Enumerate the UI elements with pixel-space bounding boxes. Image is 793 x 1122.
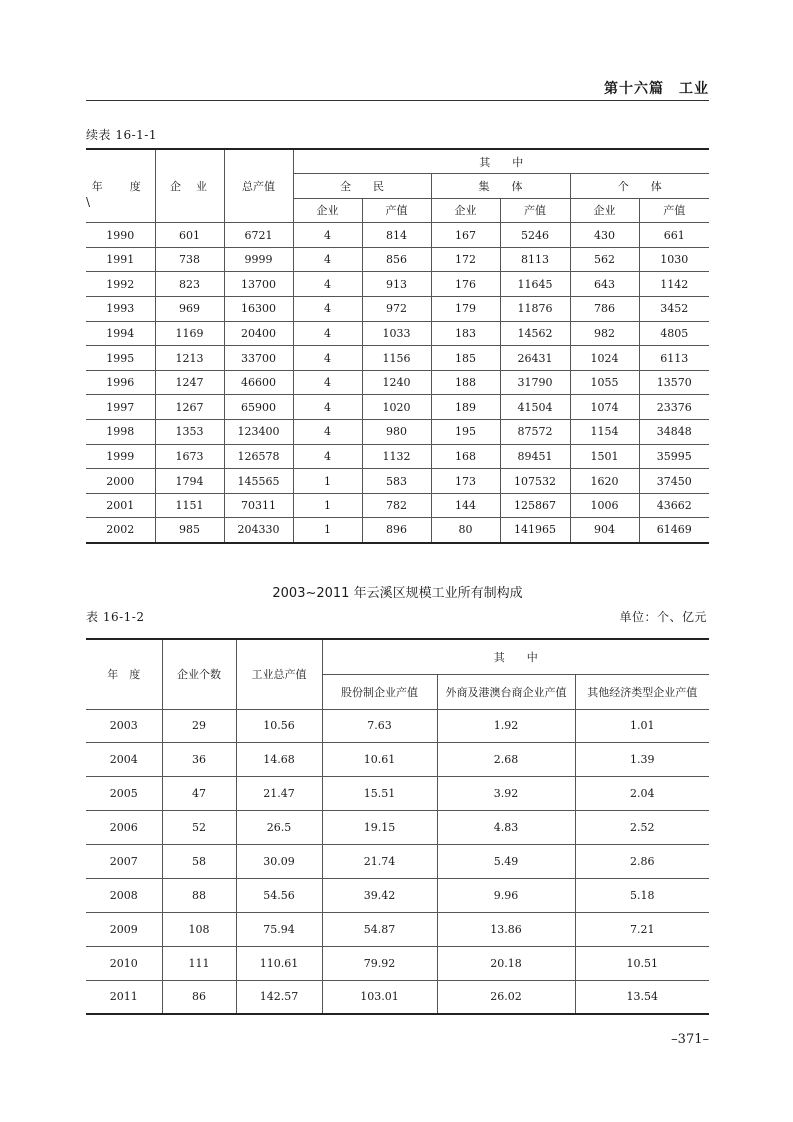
- table-cell: 1998: [86, 420, 155, 445]
- table-cell: 4: [293, 370, 362, 395]
- section-title: 第十六篇 工业: [604, 81, 709, 97]
- table-cell: 61469: [639, 518, 709, 543]
- table-cell: 4805: [639, 321, 709, 346]
- table-cell: 179: [431, 297, 500, 322]
- table-cell: 2.04: [575, 777, 709, 811]
- table-cell: 8113: [500, 247, 570, 272]
- table-row: [86, 272, 709, 297]
- table-cell: 9999: [224, 247, 293, 272]
- table-cell: 1.92: [437, 709, 575, 743]
- table-cell: 142.57: [236, 980, 322, 1014]
- table-cell: 782: [362, 493, 431, 518]
- table-row: [86, 493, 709, 518]
- table-cell: 823: [155, 272, 224, 297]
- table-row: [86, 469, 709, 494]
- table-cell: 1033: [362, 321, 431, 346]
- table-cell: 786: [570, 297, 639, 322]
- table-cell: 601: [155, 223, 224, 248]
- table-cell: 7.63: [322, 709, 437, 743]
- table-cell: 20400: [224, 321, 293, 346]
- table-cell: 11645: [500, 272, 570, 297]
- table-cell: 54.56: [236, 878, 322, 912]
- table-cell: 643: [570, 272, 639, 297]
- table-cell: 1055: [570, 370, 639, 395]
- table-row: [86, 223, 709, 248]
- table-cell: 103.01: [322, 980, 437, 1014]
- table-cell: 52: [162, 811, 236, 845]
- table-cell: 2009: [86, 912, 162, 946]
- table-cell: 1132: [362, 444, 431, 469]
- table-cell: 13.54: [575, 980, 709, 1014]
- table-row: [86, 444, 709, 469]
- header-collective: 集 体: [431, 174, 570, 199]
- table2-caption: 2003~2011 年云溪区规模工业所有制构成: [272, 586, 523, 601]
- table-cell: 13570: [639, 370, 709, 395]
- table-cell: 31790: [500, 370, 570, 395]
- table-cell: 188: [431, 370, 500, 395]
- table-row: [86, 743, 709, 777]
- table-row: [86, 709, 709, 743]
- table-cell: 904: [570, 518, 639, 543]
- table-cell: 126578: [224, 444, 293, 469]
- table-cell: 4: [293, 395, 362, 420]
- table2-id: 表 16-1-2: [86, 610, 145, 624]
- table-cell: 1673: [155, 444, 224, 469]
- table-cell: 89451: [500, 444, 570, 469]
- header-among: 其 中: [293, 149, 709, 174]
- table-cell: 19.15: [322, 811, 437, 845]
- table-row: [86, 247, 709, 272]
- table-cell: 1: [293, 493, 362, 518]
- table-cell: 4: [293, 321, 362, 346]
- table-cell: 6721: [224, 223, 293, 248]
- header-shareholding: 股份制企业产值: [322, 674, 437, 709]
- header-foreign: 外商及港澳台商企业产值: [437, 674, 575, 709]
- header-total: 工业总产值: [236, 639, 322, 709]
- table-row: [86, 518, 709, 543]
- header-sub-output: 产值: [639, 198, 709, 223]
- table-row: [86, 777, 709, 811]
- table-cell: 1: [293, 469, 362, 494]
- table-cell: 176: [431, 272, 500, 297]
- table-cell: 2003: [86, 709, 162, 743]
- table-cell: 1992: [86, 272, 155, 297]
- table-row: [86, 346, 709, 371]
- table-cell: 4: [293, 223, 362, 248]
- table-cell: 2.86: [575, 845, 709, 879]
- table-cell: 33700: [224, 346, 293, 371]
- table-cell: 88: [162, 878, 236, 912]
- header-sub-enterprise: 企业: [293, 198, 362, 223]
- table-cell: 14562: [500, 321, 570, 346]
- table-cell: 2007: [86, 845, 162, 879]
- table-cell: 111: [162, 946, 236, 980]
- table-cell: 2006: [86, 811, 162, 845]
- table-row: [86, 878, 709, 912]
- table-cell: 167: [431, 223, 500, 248]
- table-cell: 1794: [155, 469, 224, 494]
- table-cell: 1353: [155, 420, 224, 445]
- table-cell: 80: [431, 518, 500, 543]
- table-cell: 4: [293, 247, 362, 272]
- table-cell: 46600: [224, 370, 293, 395]
- table-cell: 20.18: [437, 946, 575, 980]
- header-other: 其他经济类型企业产值: [575, 674, 709, 709]
- table-cell: 562: [570, 247, 639, 272]
- table-cell: 30.09: [236, 845, 322, 879]
- table-cell: 1994: [86, 321, 155, 346]
- table-cell: 168: [431, 444, 500, 469]
- table-cell: 29: [162, 709, 236, 743]
- table-cell: 1024: [570, 346, 639, 371]
- table-row: [86, 370, 709, 395]
- table-cell: 15.51: [322, 777, 437, 811]
- table-cell: 1999: [86, 444, 155, 469]
- table-cell: 6113: [639, 346, 709, 371]
- table-cell: 4: [293, 346, 362, 371]
- table-cell: 1.01: [575, 709, 709, 743]
- table-cell: 125867: [500, 493, 570, 518]
- table-cell: 36: [162, 743, 236, 777]
- table-16-1-1: [86, 148, 709, 544]
- table-cell: 2008: [86, 878, 162, 912]
- table-cell: 2.52: [575, 811, 709, 845]
- header-backslash: \: [86, 195, 91, 209]
- table-cell: 86: [162, 980, 236, 1014]
- table-cell: 141965: [500, 518, 570, 543]
- table-cell: 1267: [155, 395, 224, 420]
- table-cell: 972: [362, 297, 431, 322]
- table-cell: 1620: [570, 469, 639, 494]
- table-cell: 37450: [639, 469, 709, 494]
- table-cell: 2.68: [437, 743, 575, 777]
- table-cell: 204330: [224, 518, 293, 543]
- table-row: [86, 811, 709, 845]
- table-cell: 1.39: [575, 743, 709, 777]
- header-year: 年 度: [86, 639, 162, 709]
- table-cell: 9.96: [437, 878, 575, 912]
- table-cell: 79.92: [322, 946, 437, 980]
- table-cell: 173: [431, 469, 500, 494]
- table-cell: 14.68: [236, 743, 322, 777]
- page-number: –371–: [671, 1032, 709, 1047]
- table-16-1-2: [86, 638, 709, 1015]
- table-cell: 10.51: [575, 946, 709, 980]
- table-row: [86, 420, 709, 445]
- table-cell: 26431: [500, 346, 570, 371]
- table-cell: 982: [570, 321, 639, 346]
- table-cell: 185: [431, 346, 500, 371]
- header-state: 全 民: [293, 174, 431, 199]
- table-cell: 3452: [639, 297, 709, 322]
- table-cell: 1213: [155, 346, 224, 371]
- table-cell: 4: [293, 444, 362, 469]
- header-among: 其 中: [322, 639, 709, 674]
- table-cell: 1995: [86, 346, 155, 371]
- table-cell: 10.61: [322, 743, 437, 777]
- table-cell: 1142: [639, 272, 709, 297]
- table-cell: 35995: [639, 444, 709, 469]
- table-cell: 4: [293, 272, 362, 297]
- table-row: [86, 395, 709, 420]
- table-cell: 26.5: [236, 811, 322, 845]
- table-cell: 65900: [224, 395, 293, 420]
- header-enterprise: 企 业: [155, 149, 224, 223]
- table-cell: 145565: [224, 469, 293, 494]
- table-cell: 856: [362, 247, 431, 272]
- table-cell: 21.74: [322, 845, 437, 879]
- table-cell: 39.42: [322, 878, 437, 912]
- table-cell: 189: [431, 395, 500, 420]
- table-cell: 41504: [500, 395, 570, 420]
- table-cell: 1990: [86, 223, 155, 248]
- table-cell: 738: [155, 247, 224, 272]
- table-row: [86, 980, 709, 1014]
- table-cell: 1074: [570, 395, 639, 420]
- table2-unit: 单位：个、亿元: [619, 610, 707, 624]
- table-cell: 1154: [570, 420, 639, 445]
- table-cell: 4: [293, 420, 362, 445]
- table-cell: 172: [431, 247, 500, 272]
- table-cell: 980: [362, 420, 431, 445]
- table-row: [86, 321, 709, 346]
- table-row: [86, 946, 709, 980]
- header-sub-enterprise: 企业: [431, 198, 500, 223]
- running-header: [86, 70, 709, 101]
- table-cell: 430: [570, 223, 639, 248]
- table-cell: 583: [362, 469, 431, 494]
- table-cell: 107532: [500, 469, 570, 494]
- table-cell: 13700: [224, 272, 293, 297]
- table-cell: 969: [155, 297, 224, 322]
- table-cell: 1247: [155, 370, 224, 395]
- table-cell: 16300: [224, 297, 293, 322]
- table-cell: 10.56: [236, 709, 322, 743]
- table-row: [86, 297, 709, 322]
- table-cell: 1996: [86, 370, 155, 395]
- table-cell: 47: [162, 777, 236, 811]
- table-cell: 913: [362, 272, 431, 297]
- table-cell: 87572: [500, 420, 570, 445]
- table-cell: 144: [431, 493, 500, 518]
- table-cell: 4: [293, 297, 362, 322]
- table1-id: 续表 16-1-1: [86, 128, 157, 142]
- table-cell: 5.49: [437, 845, 575, 879]
- table-cell: 1030: [639, 247, 709, 272]
- table-cell: 11876: [500, 297, 570, 322]
- table-cell: 1169: [155, 321, 224, 346]
- table-cell: 896: [362, 518, 431, 543]
- table-cell: 7.21: [575, 912, 709, 946]
- table-cell: 2011: [86, 980, 162, 1014]
- header-total-output: 总产值: [224, 149, 293, 223]
- table-cell: 183: [431, 321, 500, 346]
- table-cell: 1156: [362, 346, 431, 371]
- table-cell: 2004: [86, 743, 162, 777]
- table-cell: 814: [362, 223, 431, 248]
- table-cell: 1006: [570, 493, 639, 518]
- table-cell: 70311: [224, 493, 293, 518]
- table-cell: 2010: [86, 946, 162, 980]
- table-cell: 4.83: [437, 811, 575, 845]
- header-count: 企业个数: [162, 639, 236, 709]
- table-cell: 54.87: [322, 912, 437, 946]
- table-cell: 13.86: [437, 912, 575, 946]
- table-cell: 2000: [86, 469, 155, 494]
- table-row: [86, 845, 709, 879]
- table-cell: 58: [162, 845, 236, 879]
- table-cell: 1501: [570, 444, 639, 469]
- table-cell: 5.18: [575, 878, 709, 912]
- table-cell: 1997: [86, 395, 155, 420]
- table-cell: 661: [639, 223, 709, 248]
- table-row: [86, 912, 709, 946]
- table-cell: 985: [155, 518, 224, 543]
- table-cell: 34848: [639, 420, 709, 445]
- header-individual: 个 体: [570, 174, 709, 199]
- table-cell: 43662: [639, 493, 709, 518]
- table-cell: 110.61: [236, 946, 322, 980]
- table-cell: 195: [431, 420, 500, 445]
- table-cell: 123400: [224, 420, 293, 445]
- table-cell: 2002: [86, 518, 155, 543]
- table-cell: 108: [162, 912, 236, 946]
- table-cell: 3.92: [437, 777, 575, 811]
- header-sub-output: 产值: [362, 198, 431, 223]
- table-cell: 5246: [500, 223, 570, 248]
- header-year: 年 度 \: [86, 149, 155, 223]
- table-cell: 75.94: [236, 912, 322, 946]
- table-cell: 2001: [86, 493, 155, 518]
- table-cell: 1240: [362, 370, 431, 395]
- table-cell: 1151: [155, 493, 224, 518]
- header-sub-output: 产值: [500, 198, 570, 223]
- header-sub-enterprise: 企业: [570, 198, 639, 223]
- table-cell: 1991: [86, 247, 155, 272]
- table-cell: 1: [293, 518, 362, 543]
- table-cell: 1020: [362, 395, 431, 420]
- table-cell: 23376: [639, 395, 709, 420]
- table-cell: 2005: [86, 777, 162, 811]
- table-cell: 26.02: [437, 980, 575, 1014]
- table-cell: 21.47: [236, 777, 322, 811]
- table-cell: 1993: [86, 297, 155, 322]
